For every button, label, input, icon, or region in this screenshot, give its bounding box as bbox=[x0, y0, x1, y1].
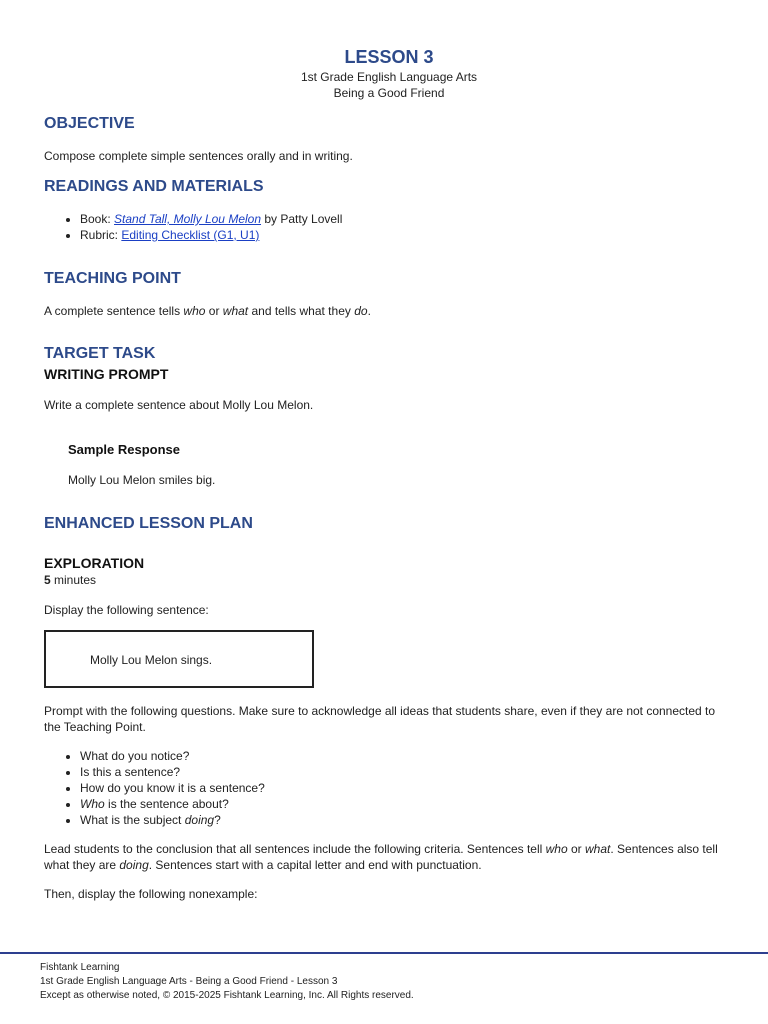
list-item: • What is the subject doing? bbox=[80, 812, 265, 828]
writing-prompt-heading: WRITING PROMPT bbox=[44, 366, 169, 382]
target-task-heading: TARGET TASK bbox=[44, 345, 156, 362]
book-author: by Patty Lovell bbox=[261, 212, 343, 226]
book-link[interactable]: Stand Tall, Molly Lou Melon bbox=[114, 212, 262, 226]
course-subtitle: 1st Grade English Language Arts bbox=[300, 70, 478, 84]
materials-list bbox=[62, 211, 342, 243]
list-item: • What do you notice? bbox=[80, 748, 265, 764]
rubric-label: Rubric: bbox=[80, 228, 122, 242]
teaching-point-heading: TEACHING POINT bbox=[44, 270, 181, 287]
exploration-duration: 5 minutes bbox=[44, 573, 97, 587]
lesson-title: LESSON 3 bbox=[344, 47, 434, 67]
footer-org: Fishtank Learning bbox=[40, 962, 120, 973]
unit-subtitle: Being a Good Friend bbox=[333, 86, 445, 100]
readings-heading: READINGS AND MATERIALS bbox=[44, 178, 264, 195]
sample-response-text: Molly Lou Melon smiles big. bbox=[68, 473, 216, 487]
prompt-instruction: Prompt with the following questions. Make sure to acknowledge all ideas that students share, even if they are not connected to the Teaching Point. bbox=[44, 704, 716, 734]
list-item bbox=[80, 227, 342, 243]
nonexample-instruction: Then, display the following nonexample: bbox=[44, 887, 258, 901]
enhanced-lesson-heading: ENHANCED LESSON PLAN bbox=[44, 515, 253, 532]
criteria-paragraph: Lead students to the conclusion that all sentences include the following criteria. Sentences tell who or what. Sentences also tell what they are doing. Sentences start with a capital letter and end with punctuation. bbox=[44, 842, 718, 872]
footer-copyright: Except as otherwise noted, © 2015-2025 Fishtank Learning, Inc. All Rights reserved. bbox=[40, 990, 414, 1001]
writing-prompt-text: Write a complete sentence about Molly Lou Melon. bbox=[44, 398, 314, 412]
objective-heading: OBJECTIVE bbox=[44, 115, 135, 132]
questions-list bbox=[62, 748, 265, 828]
list-item: • How do you know it is a sentence? bbox=[80, 780, 265, 796]
book-label: Book: bbox=[80, 212, 115, 226]
display-sentence: Molly Lou Melon sings. bbox=[90, 653, 213, 667]
sample-response-heading: Sample Response bbox=[68, 442, 180, 457]
objective-text: Compose complete simple sentences orally and in writing. bbox=[44, 149, 353, 163]
sentence-display-box bbox=[44, 630, 314, 688]
teaching-point-text: A complete sentence tells who or what and tells what they do. bbox=[44, 304, 371, 318]
footer-divider bbox=[0, 952, 768, 954]
list-item bbox=[80, 211, 342, 227]
exploration-heading: EXPLORATION bbox=[44, 555, 145, 571]
footer-course: 1st Grade English Language Arts - Being a Good Friend - Lesson 3 bbox=[40, 976, 338, 987]
display-instruction: Display the following sentence: bbox=[44, 603, 209, 617]
rubric-link[interactable]: Editing Checklist (G1, U1) bbox=[121, 228, 260, 242]
list-item: • Who is the sentence about? bbox=[80, 796, 265, 812]
list-item: • Is this a sentence? bbox=[80, 764, 265, 780]
